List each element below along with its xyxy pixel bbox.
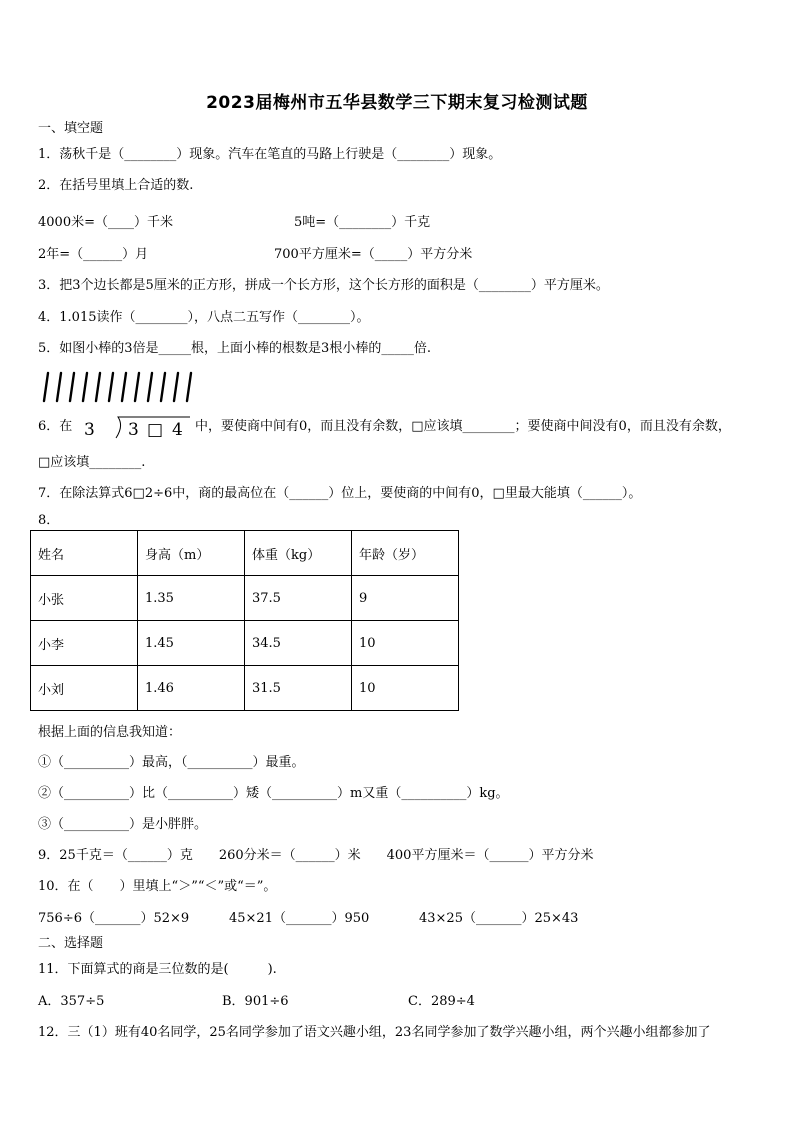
table-cell: 34.5: [245, 621, 352, 666]
question-8: 8．: [38, 513, 60, 528]
table-header-cell: 体重（kg）: [245, 531, 352, 576]
division-digit-3: 4: [172, 420, 183, 440]
question-8-part3: ③（__________）是小胖胖。: [38, 817, 208, 832]
division-digit-box: □: [147, 420, 164, 440]
sticks-illustration: [38, 370, 198, 404]
question-11: 11．下面算式的商是三位数的是( ).: [38, 962, 277, 977]
question-2c: 2年=（______）月: [38, 247, 149, 262]
table-cell: 10: [352, 621, 459, 666]
question-8-intro: 根据上面的信息我知道：: [38, 725, 182, 740]
question-4: 4．1.015读作（________），八点二五写作（________）。: [38, 310, 370, 325]
question-1: 1．荡秋千是（________）现象。汽车在笔直的马路上行驶是（________）现象。: [38, 147, 502, 162]
table-header-row: [31, 531, 459, 576]
division-digit-1: 3: [128, 420, 139, 440]
table-cell: 10: [352, 666, 459, 711]
question-12: 12．三（1）班有40名同学，25名同学参加了语文兴趣小组，23名同学参加了数学兴趣小组，两个兴趣小组都参加了: [38, 1025, 711, 1040]
section-multiple-choice: 二、选择题: [38, 936, 104, 951]
table-cell: 小李: [31, 621, 138, 666]
question-8-part2: ②（__________）比（__________）矮（__________）m又重（__________）kg。: [38, 786, 509, 801]
page-title: 2023届梅州市五华县数学三下期末复习检测试题: [206, 93, 588, 113]
question-9: 9．25千克＝（______）克 260分米＝（______）米 400平方厘米＝（______）平方分米: [38, 848, 594, 863]
question-10a: 756÷6（_______）52×9: [38, 911, 190, 926]
table-header-cell: 年龄（岁）: [352, 531, 459, 576]
table-cell: 小刘: [31, 666, 138, 711]
table-row: [31, 666, 459, 711]
table-cell: 小张: [31, 576, 138, 621]
question-7: 7．在除法算式6□2÷6中，商的最高位在（______）位上，要使商的中间有0，□里最大能填（______）。: [38, 486, 642, 501]
section-fill-blanks: 一、填空题: [38, 121, 104, 136]
table-cell: 31.5: [245, 666, 352, 711]
table-header-cell: 姓名: [31, 531, 138, 576]
question-11-option-c: C．289÷4: [408, 994, 475, 1009]
question-10: 10．在（ ）里填上“＞”“＜”或“＝”。: [38, 879, 277, 894]
question-6-line2: □应该填________.: [38, 455, 146, 470]
question-2d: 700平方厘米=（_____）平方分米: [274, 247, 473, 262]
question-2b: 5吨=（________）千克: [294, 215, 431, 230]
question-5: 5．如图小棒的3倍是_____根，上面小棒的根数是3根小棒的_____倍.: [38, 341, 431, 356]
question-6-rest: 中，要使商中间有0，而且没有余数，□应该填________；要使商中间没有0，而且没有余数，: [195, 419, 731, 434]
table-cell: 1.35: [138, 576, 245, 621]
question-10b: 45×21（_______）950: [229, 911, 370, 926]
question-11-option-a: A．357÷5: [38, 994, 105, 1009]
question-10c: 43×25（_______）25×43: [419, 911, 579, 926]
table-row: [31, 621, 459, 666]
question-11-option-b: B．901÷6: [222, 994, 289, 1009]
table-row: [31, 576, 459, 621]
table-cell: 9: [352, 576, 459, 621]
table-header-cell: 身高（m）: [138, 531, 245, 576]
table-cell: 1.45: [138, 621, 245, 666]
table-cell: 1.46: [138, 666, 245, 711]
info-table: [30, 530, 459, 711]
question-3: 3．把3个边长都是5厘米的正方形，拼成一个长方形，这个长方形的面积是（________）平方厘米。: [38, 278, 609, 293]
division-divisor: 3: [84, 420, 95, 440]
table-cell: 37.5: [245, 576, 352, 621]
question-6-lead: 6．在: [38, 419, 73, 434]
question-2: 2．在括号里填上合适的数.: [38, 178, 194, 193]
question-2a: 4000米=（____）千米: [38, 215, 173, 230]
long-division-figure: [80, 414, 192, 442]
question-8-part1: ①（__________）最高，（__________）最重。: [38, 755, 305, 770]
